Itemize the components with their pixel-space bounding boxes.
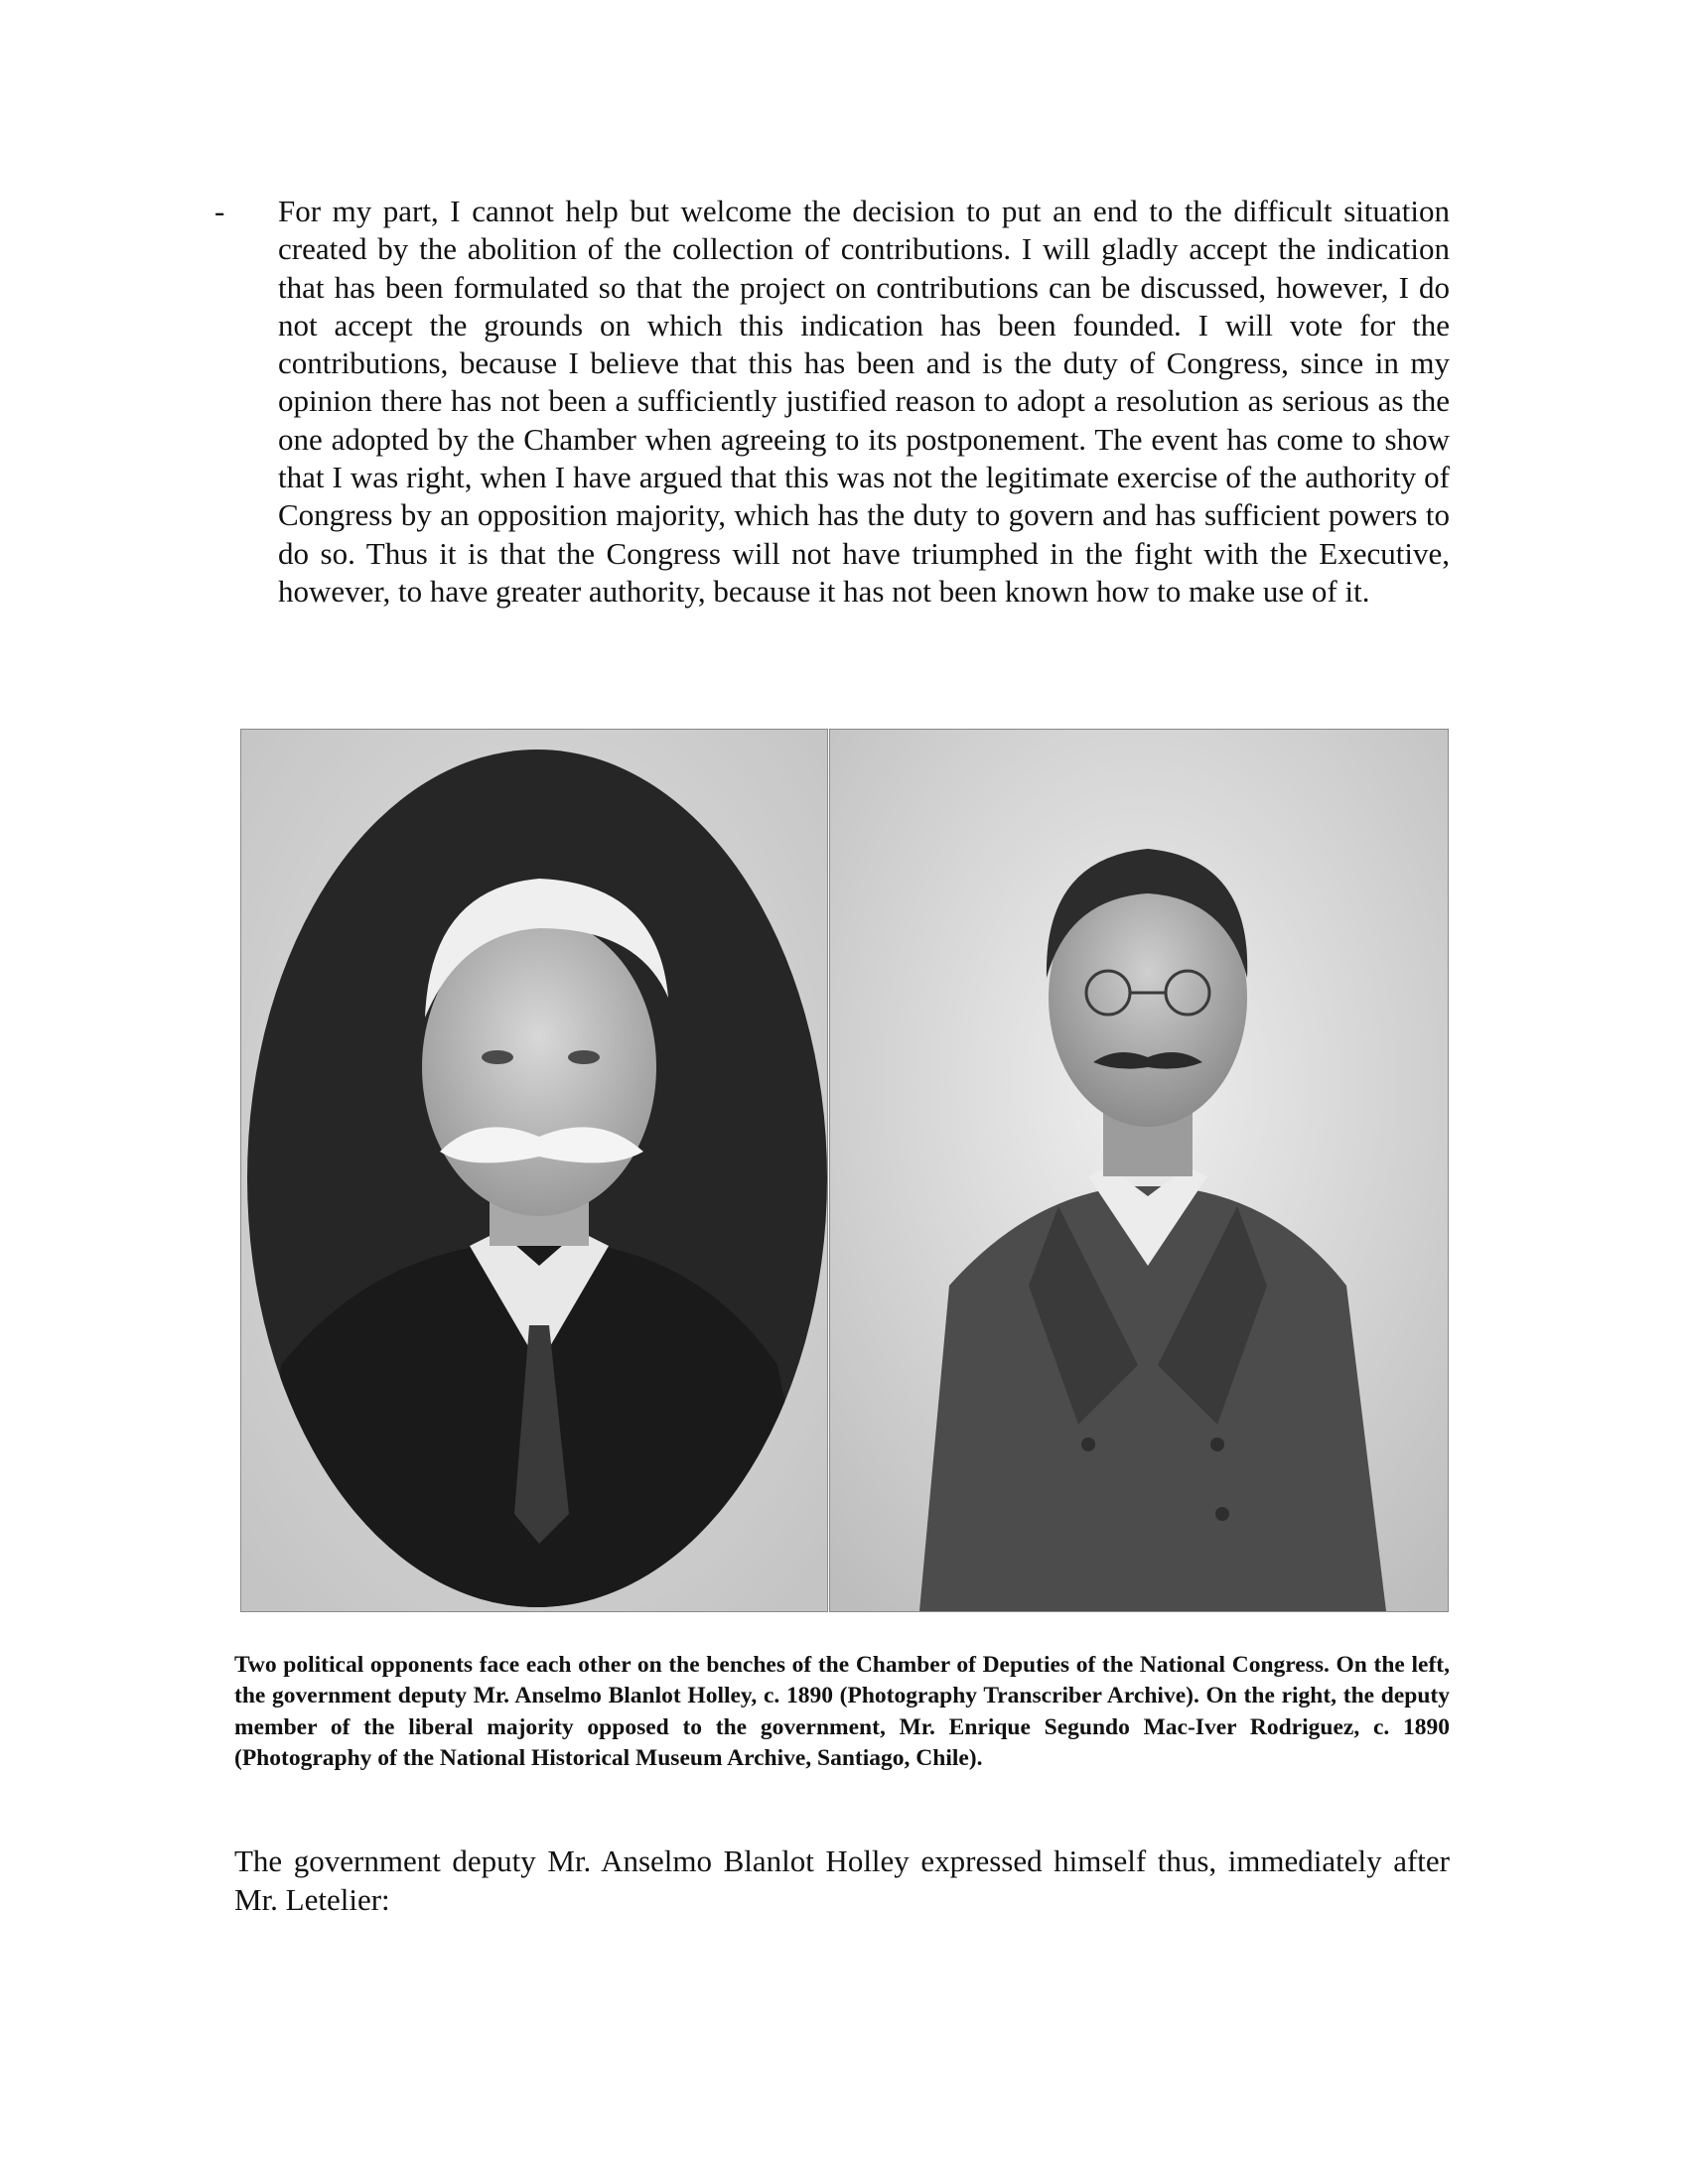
quote-block [214, 193, 1450, 611]
portrait-blanlot-holley [240, 729, 828, 1612]
portrait-mac-iver-rodriguez [829, 729, 1449, 1612]
portrait-pair [240, 729, 1449, 1612]
closing-paragraph: The government deputy Mr. Anselmo Blanlot Holley expressed himself thus, immediately after Mr. Letelier: [234, 1843, 1450, 1917]
photo-caption: Two political opponents face each other on the benches of the Chamber of Deputies of the National Congress. On the left, the government deputy Mr. Anselmo Blanlot Holley, c. 1890 (Photography Transcriber Archive). On the right, the deputy member of the liberal majority opposed to the government, Mr. Enrique Segundo Mac-Iver Rodriguez, c. 1890 (Photography of the National Historical Museum Archive, Santiago, Chile). [234, 1652, 1450, 1771]
list-bullet: - [214, 194, 225, 228]
quote-paragraph: For my part, I cannot help but welcome the decision to put an end to the difficult situation created by the abolition of the collection of contributions. I will gladly accept the indication that has been formulated so that the project on contributions can be discussed, however, I do not accept the grounds on which this indication has been founded. I will vote for the contributions, because I believe that this has been and is the duty of Congress, since in my opinion there has not been a sufficiently justified reason to adopt a resolution as serious as the one adopted by the Chamber when agreeing to its postponement. The event has come to show that I was right, when I have argued that this was not the legitimate exercise of the authority of Congress by an opposition majority, which has the duty to govern and has sufficient powers to do so. Thus it is that the Congress will not have triumphed in the fight with the Executive, however, to have greater authority, because it has not been known how to make use of it. [278, 194, 1450, 609]
